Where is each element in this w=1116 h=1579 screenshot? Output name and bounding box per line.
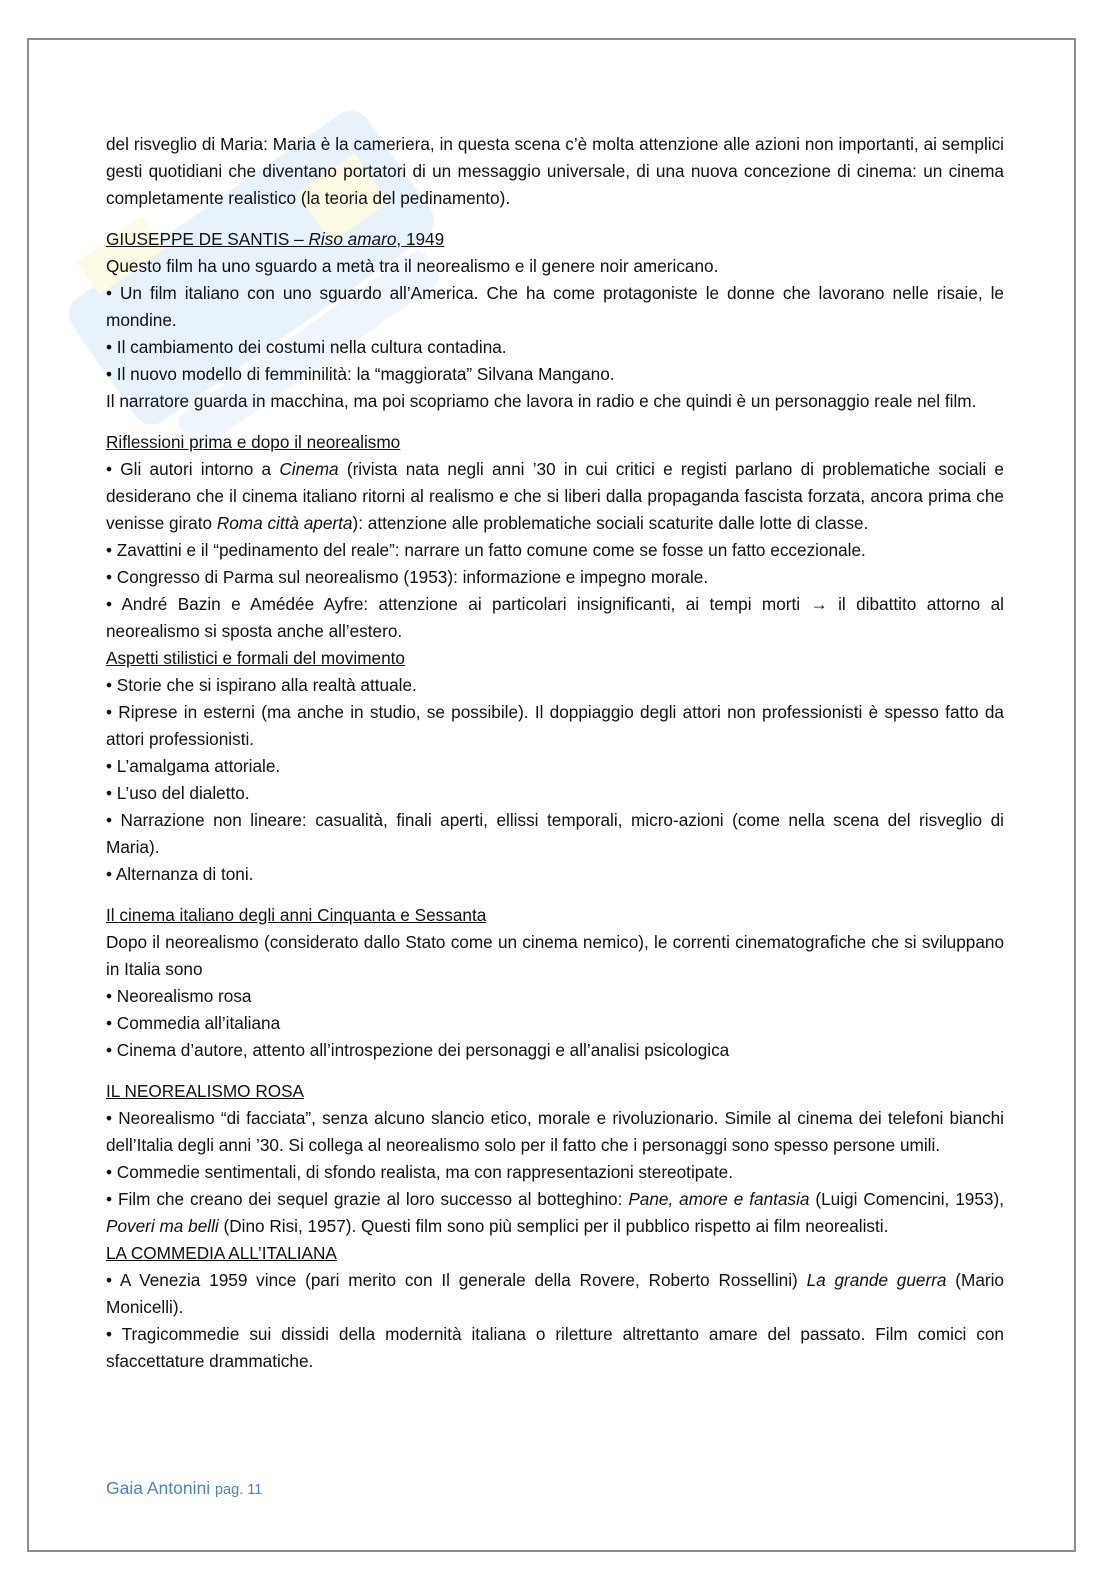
italic-title: Roma città aperta	[216, 513, 353, 533]
heading-text	[106, 229, 444, 249]
text-run: • Storie che si ispirano alla realtà attuale.	[106, 675, 417, 695]
text-run: IL NEOREALISMO ROSA	[106, 1081, 305, 1101]
text-run: • Film che creano dei sequel grazie al loro successo al botteghino:	[106, 1189, 629, 1209]
text-run: • Riprese in esterni (ma anche in studio, se possibile). Il doppiaggio degli attori non professionisti è spesso fatto da attori professionisti.	[106, 702, 1004, 749]
text-run: del risveglio di Maria: Maria è la cameriera, in questa scena c’è molta attenzione alle azioni non importanti, ai semplici gesti quotidiani che diventano portatori di un messaggio universale, di una nuova concezione di cinema: un cinema completamente realistico (la teoria del pedinamento).	[106, 134, 1004, 208]
paragraph	[106, 929, 1004, 983]
text-run: • André Bazin e Amédée Ayfre: attenzione ai particolari insignificanti, ai tempi morti → il dibattito attorno al neorealismo si sposta anche all’estero.	[106, 594, 1004, 641]
paragraph	[106, 456, 1004, 537]
text-run: Aspetti stilistici e formali del movimento	[106, 648, 405, 668]
page-footer	[106, 1478, 262, 1499]
paragraph	[106, 253, 1004, 280]
paragraph	[106, 334, 1004, 361]
document-body	[106, 131, 1004, 1375]
italic-title: Cinema	[279, 459, 339, 479]
text-run: • Gli autori intorno a	[106, 459, 280, 479]
text-run: • Commedie sentimentali, di sfondo realista, ma con rappresentazioni stereotipate.	[106, 1162, 733, 1182]
section-heading	[106, 226, 1004, 253]
text-run: Il cinema italiano degli anni Cinquanta e Sessanta	[106, 905, 487, 925]
paragraph	[106, 1105, 1004, 1159]
paragraph	[106, 537, 1004, 564]
italic-title: Pane, amore e fantasia	[628, 1189, 810, 1209]
text-run: • L’amalgama attoriale.	[106, 756, 281, 776]
paragraph	[106, 780, 1004, 807]
paragraph	[106, 131, 1004, 212]
heading-text	[106, 1081, 304, 1101]
paragraph	[106, 1186, 1004, 1240]
text-run: (rivista nata negli anni ’30 in cui critici e registi parlano di problematiche sociali e desiderano che il cinema italiano ritorni al realismo e che si liberi dalla propaganda fascista forzata, ancora prima che venisse girato	[106, 459, 1004, 533]
text-run: Questo film ha uno sguardo a metà tra il neorealismo e il genere noir americano.	[106, 256, 719, 276]
paragraph	[106, 1267, 1004, 1321]
text-run: (Dino Risi, 1957). Questi film sono più semplici per il pubblico rispetto ai film neorealisti.	[218, 1216, 889, 1236]
italic-title: Riso amaro	[308, 229, 397, 249]
heading-text	[106, 905, 486, 925]
section-heading	[106, 645, 1004, 672]
text-run: Riflessioni prima e dopo il neorealismo	[106, 432, 401, 452]
text-run: • Neorealismo “di facciata”, senza alcuno slancio etico, morale e rivoluzionario. Simile al cinema dei telefoni bianchi dell’Italia degli anni ’30. Si collega al neorealismo solo per il fatto che i personaggi sono spesso persone umili.	[106, 1108, 1004, 1155]
text-run: • Tragicommedie sui dissidi della modernità italiana o riletture altrettanto amare del passato. Film comici con sfaccettature drammatiche.	[106, 1324, 1004, 1371]
text-run: , 1949	[396, 229, 445, 249]
text-run: • Narrazione non lineare: casualità, finali aperti, ellissi temporali, micro-azioni (come nella scena del risveglio di Maria).	[106, 810, 1004, 857]
paragraph	[106, 1037, 1004, 1064]
text-run: LA COMMEDIA ALL’ITALIANA	[106, 1243, 337, 1263]
paragraph	[106, 1159, 1004, 1186]
paragraph	[106, 1321, 1004, 1375]
text-run: • L’uso del dialetto.	[106, 783, 250, 803]
text-run: • Alternanza di toni.	[106, 864, 254, 884]
section-heading	[106, 429, 1004, 456]
paragraph	[106, 564, 1004, 591]
paragraph	[106, 361, 1004, 388]
section-heading	[106, 1240, 1004, 1267]
paragraph	[106, 807, 1004, 861]
text-run: Il narratore guarda in macchina, ma poi scopriamo che lavora in radio e che quindi è un personaggio reale nel film.	[106, 391, 977, 411]
italic-title: La grande guerra	[806, 1270, 947, 1290]
text-run: • Congresso di Parma sul neorealismo (1953): informazione e impegno morale.	[106, 567, 709, 587]
paragraph	[106, 861, 1004, 888]
paragraph	[106, 699, 1004, 753]
heading-text	[106, 648, 405, 668]
paragraph	[106, 1010, 1004, 1037]
footer-page-number: pag. 11	[214, 1482, 263, 1498]
text-run: • Zavattini e il “pedinamento del reale”: narrare un fatto comune come se fosse un fatto eccezionale.	[106, 540, 866, 560]
heading-text	[106, 432, 400, 452]
text-run: (Luigi Comencini, 1953),	[809, 1189, 1004, 1209]
footer-author: Gaia Antonini	[106, 1478, 211, 1498]
paragraph	[106, 591, 1004, 645]
paragraph	[106, 388, 1004, 415]
paragraph	[106, 280, 1004, 334]
paragraph	[106, 672, 1004, 699]
italic-title: Poveri ma belli	[106, 1216, 219, 1236]
paragraph	[106, 983, 1004, 1010]
text-run: GIUSEPPE DE SANTIS –	[106, 229, 309, 249]
text-run: ): attenzione alle problematiche sociali scaturite dalle lotte di classe.	[352, 513, 869, 533]
text-run: • Il nuovo modello di femminilità: la “maggiorata” Silvana Mangano.	[106, 364, 615, 384]
section-heading	[106, 902, 1004, 929]
text-run: • Un film italiano con uno sguardo all’America. Che ha come protagoniste le donne che lavorano nelle risaie, le mondine.	[106, 283, 1004, 330]
text-run: (Mario Monicelli).	[106, 1270, 1004, 1317]
section-heading	[106, 1078, 1004, 1105]
paragraph	[106, 753, 1004, 780]
text-run: • Il cambiamento dei costumi nella cultura contadina.	[106, 337, 507, 357]
text-run: • A Venezia 1959 vince (pari merito con Il generale della Rovere, Roberto Rossellini)	[106, 1270, 807, 1290]
text-run: • Commedia all’italiana	[106, 1013, 281, 1033]
text-run: • Cinema d’autore, attento all’introspezione dei personaggi e all’analisi psicologica	[106, 1040, 730, 1060]
heading-text	[106, 1243, 337, 1263]
text-run: • Neorealismo rosa	[106, 986, 252, 1006]
text-run: Dopo il neorealismo (considerato dallo Stato come un cinema nemico), le correnti cinematografiche che si sviluppano in Italia sono	[106, 932, 1004, 979]
